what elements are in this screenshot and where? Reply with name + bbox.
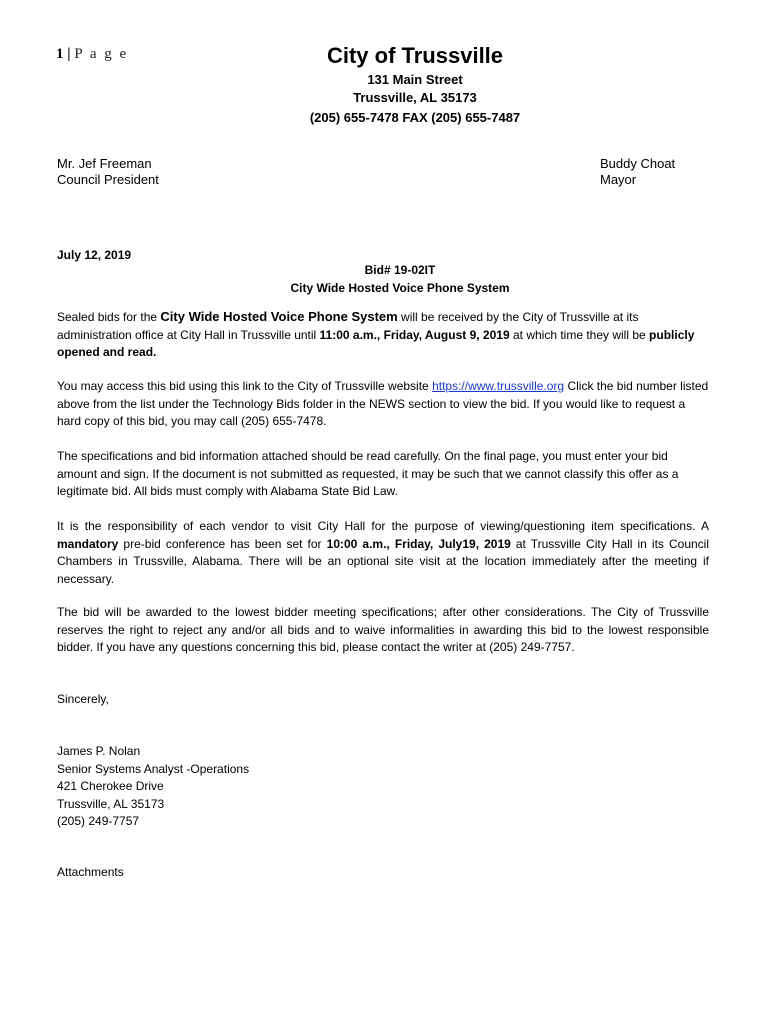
letterhead-title: City of Trussville [326, 43, 504, 68]
p4-text-2: pre-bid conference has been set for [118, 536, 327, 551]
council-president-title: Council President [57, 172, 159, 187]
letter-date: July 12, 2019 [57, 248, 132, 262]
p2-text-2: Click the bid number listed above from the list under the Technology Bids folder in the NEWS section to view the bid. If you would like to request a hard copy of this bid, you may call (205) 655-7478. [57, 379, 709, 428]
attachments-label: Attachments [57, 865, 124, 879]
page-number-label: P a g e [74, 46, 129, 62]
p1-text-3: at which time they will be [509, 327, 650, 342]
letterhead-city: Trussville, AL 35173 [353, 90, 477, 105]
signer-name: James P. Nolan [57, 744, 141, 758]
paragraph-specifications: The specifications and bid information attached should be read carefully. On the final page, you must enter your bid amount and sign. If the document is not submitted as requested, it may be such that we cannot classify this offer as a legitimate bid. All bids must comply with Alabama State Bid Law. [57, 449, 679, 498]
letterhead-street: 131 Main Street [367, 72, 463, 87]
mayor-block [600, 156, 675, 188]
p1-text-1: Sealed bids for the [57, 310, 161, 324]
page-number-separator: | [67, 46, 71, 62]
p4-bold-conference-time: 10:00 a.m., Friday, July19, 2019 [326, 536, 511, 551]
p4-text-3: at Trussville City Hall in its Council Chambers in Trussville, Alabama. There will be an optional site visit at the location immediately after the meeting if necessary. [57, 536, 710, 586]
signer-title: Senior Systems Analyst -Operations [57, 761, 250, 776]
p4-text-1: It is the responsibility of each vendor to visit City Hall for the purpose of viewing/questioning item specifications. A [57, 519, 709, 533]
p1-bold-opened: publicly opened and read. [57, 327, 695, 359]
closing: Sincerely, [57, 692, 109, 706]
paragraph-award: The bid will be awarded to the lowest bidder meeting specifications; after other considerations. The City of Trussville reserves the right to reject any and/or all bids and to waive informalities in awarding this bid to the lowest responsible bidder. If you have any questions concerning this bid, please contact the writer at (205) 249-7757. [57, 605, 709, 654]
signature-block [57, 743, 249, 831]
p2-text-1: You may access this bid using this link to the City of Trussville website [57, 379, 433, 393]
mayor-name: Buddy Choat [600, 156, 676, 171]
council-president-name: Mr. Jef Freeman [57, 156, 152, 171]
page-number-value: 1 [56, 46, 64, 62]
p1-text-2: will be received by the City of Trussville at its administration office at City Hall in Trussville until [57, 310, 639, 342]
trussville-website-link[interactable]: https://www.trussville.org [432, 379, 565, 393]
bid-number: Bid# 19-02IT [364, 263, 436, 277]
paragraph-pre-bid [57, 518, 709, 588]
p4-bold-mandatory: mandatory [57, 536, 119, 551]
p1-bold-deadline: 11:00 a.m., Friday, August 9, 2019 [319, 327, 510, 342]
p1-bold-system: City Wide Hosted Voice Phone System [160, 309, 398, 324]
paragraph-sealed-bids [57, 308, 709, 362]
mayor-title: Mayor [600, 172, 637, 187]
signer-street: 421 Cherokee Drive [57, 779, 164, 793]
signer-city: Trussville, AL 35173 [57, 796, 165, 811]
council-president-block [57, 156, 159, 188]
bid-heading [0, 261, 770, 297]
bid-title: City Wide Hosted Voice Phone System [290, 281, 510, 295]
signer-phone: (205) 249-7757 [57, 814, 140, 828]
letterhead-phone-fax: (205) 655-7478 FAX (205) 655-7487 [309, 110, 521, 125]
paragraph-access [57, 378, 709, 431]
